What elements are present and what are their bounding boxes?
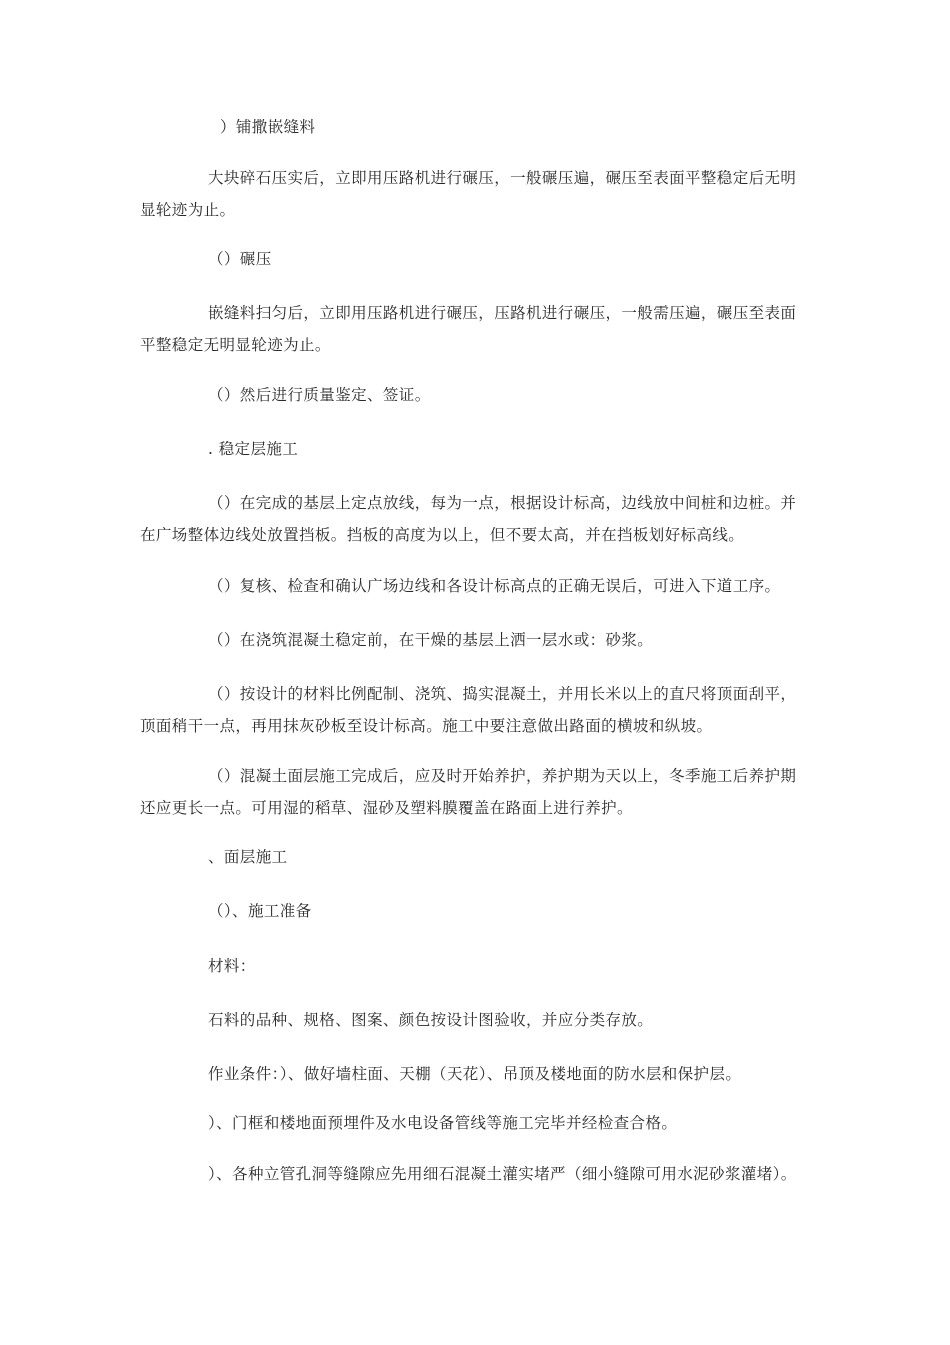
paragraph-lay-joint-filler-heading: ）铺撒嵌缝料 [220,118,316,136]
paragraph-materials-label: 材料： [208,957,256,975]
paragraph-embedded-parts: ）、门框和楼地面预埋件及水电设备管线等施工完毕并经检查合格。 [208,1114,678,1132]
paragraph-joint-filler-rolling: 嵌缝料扫匀后，立即用压路机进行碾压，压路机进行碾压，一般需压遍，碾压至表面平整稳定无明显轮迹为止。 [140,304,797,354]
paragraph-pipe-holes-sealing: ）、各种立管孔洞等缝隙应先用细石混凝土灌实堵严（细小缝隙可用水泥砂浆灌堵）。 [208,1165,797,1183]
paragraph-wet-base: （）在浇筑混凝土稳定前，在干燥的基层上洒一层水或：砂浆。 [208,631,654,649]
paragraph-stone-materials: 石料的品种、规格、图案、颜色按设计图验收，并应分类存放。 [208,1011,654,1029]
paragraph-concrete-pouring: （）按设计的材料比例配制、浇筑、捣实混凝土，并用长米以上的直尺将顶面刮平，顶面稍干一点，再用抹灰砂板至设计标高。施工中要注意做出路面的横坡和纵坡。 [140,685,797,735]
paragraph-quality-inspection: （）然后进行质量鉴定、签证。 [208,386,431,404]
paragraph-rolling-heading: （）碾压 [208,250,272,268]
section-heading-stabilized-layer: . 稳定层施工 [208,440,299,458]
paragraph-construction-preparation: （）、施工准备 [208,902,312,920]
paragraph-staking-out: （）在完成的基层上定点放线，每为一点，根据设计标高，边线放中间桩和边桩。并在广场整体边线处放置挡板。挡板的高度为以上，但不要太高，并在挡板划好标高线。 [140,494,797,544]
paragraph-crushed-stone-compaction: 大块碎石压实后，立即用压路机进行碾压，一般碾压遍，碾压至表面平整稳定后无明显轮迹为止。 [140,169,797,219]
paragraph-curing: （）混凝土面层施工完成后，应及时开始养护，养护期为天以上，冬季施工后养护期还应更长一点。可用湿的稻草、湿砂及塑料膜覆盖在路面上进行养护。 [140,767,797,817]
section-heading-surface-layer: 、面层施工 [208,848,288,866]
paragraph-recheck-elevations: （）复核、检查和确认广场边线和各设计标高点的正确无误后，可进入下道工序。 [208,577,781,595]
paragraph-work-conditions: 作业条件：）、做好墙柱面、天棚（天花）、吊顶及楼地面的防水层和保护层。 [208,1065,742,1083]
